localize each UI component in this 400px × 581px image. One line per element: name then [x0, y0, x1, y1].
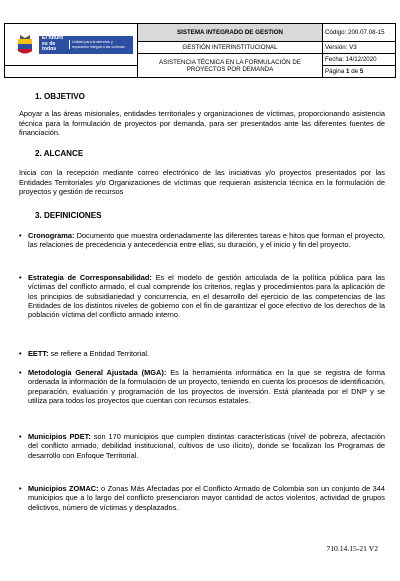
definition-text: o Zonas Más Afectadas por el Conflicto Armado de Colombia son un conjunto de 344 municipios que a lo largo del conflicto presenciaron mayor cantidad de actos violentos, actividad de grupos delictivos, número de víctimas y desplazados.	[28, 484, 385, 512]
page-total: 5	[359, 68, 364, 75]
definition-term: Metodología General Ajustada (MGA):	[28, 368, 167, 377]
spacer-cell	[5, 66, 138, 78]
page-current: 1	[346, 68, 350, 75]
definition-item	[19, 273, 385, 319]
definition-item	[19, 231, 385, 250]
definition-text: se refiere a Entidad Territorial.	[48, 349, 150, 358]
system-title: SISTEMA INTEGRADO DE GESTION	[138, 24, 323, 42]
bullet: •	[19, 484, 22, 493]
definition-text: Es el modelo de gestión articulada de la política pública para las víctimas del conflicto armado, el cual comprende los criterios, reglas y procedimientos para la aplicación de los principios de subsidiariedad y concurrencia, en el desarrollo del ejercicio de las competencias de las Entidades de los distintos niveles de gobierno con el fin de garantizar el goce efectivo de los derechos de la población víctima del conflicto armado interno.	[28, 273, 385, 320]
bullet: •	[19, 368, 22, 377]
objetivo-text: Apoyar a las áreas misionales, entidades territoriales y organizaciones de víctimas, proporcionando asistencia técnica para la formulación de proyectos por demanda, para ser presentados ante las diferentes fuentes de financiación.	[19, 109, 385, 138]
definition-item	[19, 349, 385, 358]
bullet: •	[19, 349, 22, 358]
brand-logo	[39, 36, 133, 54]
definition-item	[19, 432, 385, 460]
document-title: ASISTENCIA TÉCNICA EN LA FORMULACIÓN DE PROYECTOS POR DEMANDA	[138, 54, 323, 78]
definition-term: EETT:	[28, 349, 49, 358]
page-label: Página	[325, 68, 345, 75]
definition-term: Cronograma:	[28, 231, 75, 240]
coat-of-arms-icon	[17, 34, 33, 56]
page-of: de	[351, 68, 359, 75]
bullet: •	[19, 432, 22, 441]
definition-term: Estrategia de Corresponsabilidad:	[28, 273, 152, 282]
definition-item	[19, 368, 385, 405]
brand-slogan: El futuro es de todos	[42, 35, 64, 53]
logo-cell	[5, 24, 138, 66]
alcance-text: Inicia con la recepción mediante correo electrónico de las iniciativas y/o proyectos presentados por las Entidades Territoriales y/o Organizaciones de víctimas que requieran asistencia técnica en la formulación de proyectos y gestión de recursos	[19, 168, 385, 197]
footer-code: 710.14.15-21 V2	[326, 544, 378, 553]
bullet: •	[19, 273, 22, 282]
alcance-heading: 2. ALCANCE	[35, 149, 84, 158]
definition-item	[19, 484, 385, 512]
header-table	[4, 23, 396, 78]
brand-entity-name: Unidad para la atención y reparación integral a las víctimas	[69, 40, 130, 48]
definition-text: Es la herramienta informática en la que se registra de forma ordenada la información de la formulación de un proyecto, teniendo en cuenta los procesos de identificación, preparación, evaluación y programación de los proyectos de inversión. Está planteada por el DNP y se utiliza para todos los proyectos que cuentan con recursos estatales.	[28, 368, 385, 405]
page-number	[323, 66, 396, 78]
definition-text: son 170 municipios que cumplen distintas características (nivel de pobreza, afectación del conflicto armado, debilidad institucional, cultivos de uso ilícito), donde se focalizan los Programas de desarrollo con Enfoque Territorial.	[28, 432, 385, 460]
document-code: Código: 200.07.08-15	[323, 24, 396, 42]
document-version: Versión: V3	[323, 42, 396, 54]
bullet: •	[19, 231, 22, 240]
document-header	[4, 23, 396, 78]
objetivo-heading: 1. OBJETIVO	[35, 92, 85, 101]
process-name: GESTIÓN INTERINSTITUCIONAL	[138, 42, 323, 54]
document-date: Fecha: 14/12/2020	[323, 54, 396, 66]
definition-term: Municipios PDET:	[28, 432, 91, 441]
definition-term: Municipios ZOMAC:	[28, 484, 99, 493]
definition-text: Documento que muestra ordenadamente las diferentes tareas e hitos que forman el proyecto, las relaciones de precedencia y antecedencia entre ellas, su duración, y el inicio y fin del proyecto.	[28, 231, 385, 250]
definiciones-heading: 3. DEFINICIONES	[35, 211, 102, 220]
